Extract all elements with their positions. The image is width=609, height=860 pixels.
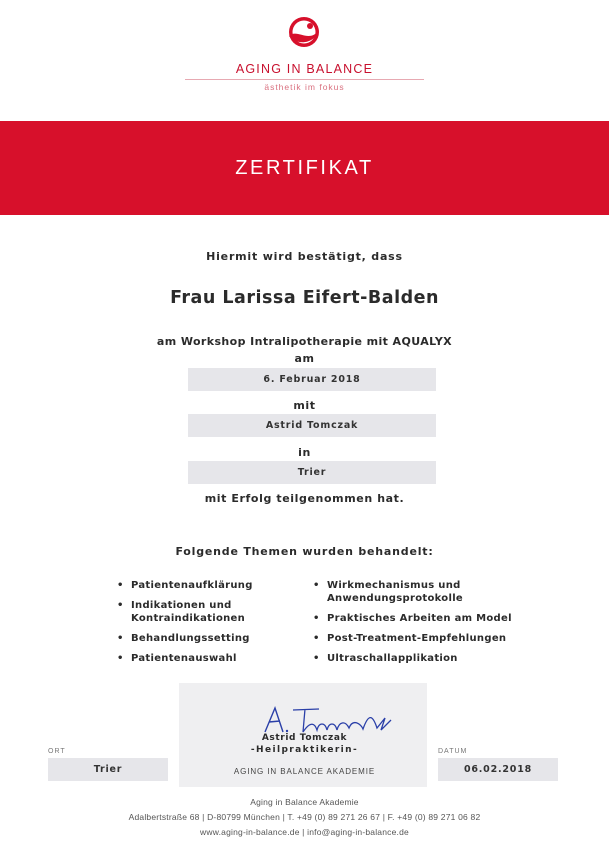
list-item: • Patientenaufklärung <box>117 580 253 591</box>
list-item: • Wirkmechanismus und Anwendungsprotokolle <box>313 580 464 604</box>
brand-tagline: ästhetik im fokus <box>264 82 345 92</box>
label-in: in <box>298 446 311 459</box>
place-label: ORT <box>48 748 66 755</box>
balance-drop-logo-icon <box>279 14 329 54</box>
signatory-name: Astrid Tomczak <box>261 733 348 743</box>
bullet-icon: • <box>117 600 124 611</box>
workshop-line: am Workshop Intralipotherapie mit AQUALYX <box>156 335 453 348</box>
list-item: • Indikationen und Kontraindikationen <box>117 600 246 624</box>
list-item: • Ultraschallapplikation <box>313 653 458 664</box>
list-item: • Praktisches Arbeiten am Model <box>313 613 512 624</box>
bullet-icon: • <box>313 580 320 591</box>
list-item: • Patientenauswahl <box>117 653 237 664</box>
footer-contact: www.aging-in-balance.de | info@aging-in-balance.de <box>200 827 409 837</box>
list-item: • Post-Treatment-Empfehlungen <box>313 633 507 644</box>
bullet-icon: • <box>313 633 320 644</box>
place-field: Trier <box>48 758 168 781</box>
bullet-icon: • <box>117 633 124 644</box>
signatory-title: -Heilpraktikerin- <box>250 745 359 755</box>
instructor-field: Astrid Tomczak <box>188 414 436 437</box>
certificate-title: ZERTIFIKAT <box>235 157 374 179</box>
bullet-icon: • <box>313 613 320 624</box>
bullet-icon: • <box>117 580 124 591</box>
city-field: Trier <box>188 461 436 484</box>
topics-list-left <box>117 579 307 672</box>
topics-list-right <box>313 579 533 672</box>
recipient-name: Frau Larissa Eifert-Balden <box>170 288 439 308</box>
footer-organization: Aging in Balance Akademie <box>250 797 359 807</box>
closing-text: mit Erfolg teilgenommen hat. <box>204 492 405 505</box>
topics-title: Folgende Themen wurden behandelt: <box>175 545 434 558</box>
label-mit: mit <box>293 399 316 412</box>
bullet-icon: • <box>117 653 124 664</box>
date-field: 6. Februar 2018 <box>188 368 436 391</box>
footer-address: Adalbertstraße 68 | D-80799 München | T. +49 (0) 89 271 26 67 | F. +49 (0) 89 271 06 82 <box>128 812 481 822</box>
bullet-icon: • <box>313 653 320 664</box>
label-am: am <box>294 352 315 365</box>
list-item: • Behandlungssetting <box>117 633 250 644</box>
signatory-organization: AGING IN BALANCE AKADEMIE <box>233 767 376 776</box>
date-label: DATUM <box>438 748 468 755</box>
brand-divider <box>185 79 424 80</box>
intro-text: Hiermit wird bestätigt, dass <box>206 250 403 263</box>
brand-name: AGING IN BALANCE <box>235 62 374 76</box>
issue-date-field: 06.02.2018 <box>438 758 558 781</box>
